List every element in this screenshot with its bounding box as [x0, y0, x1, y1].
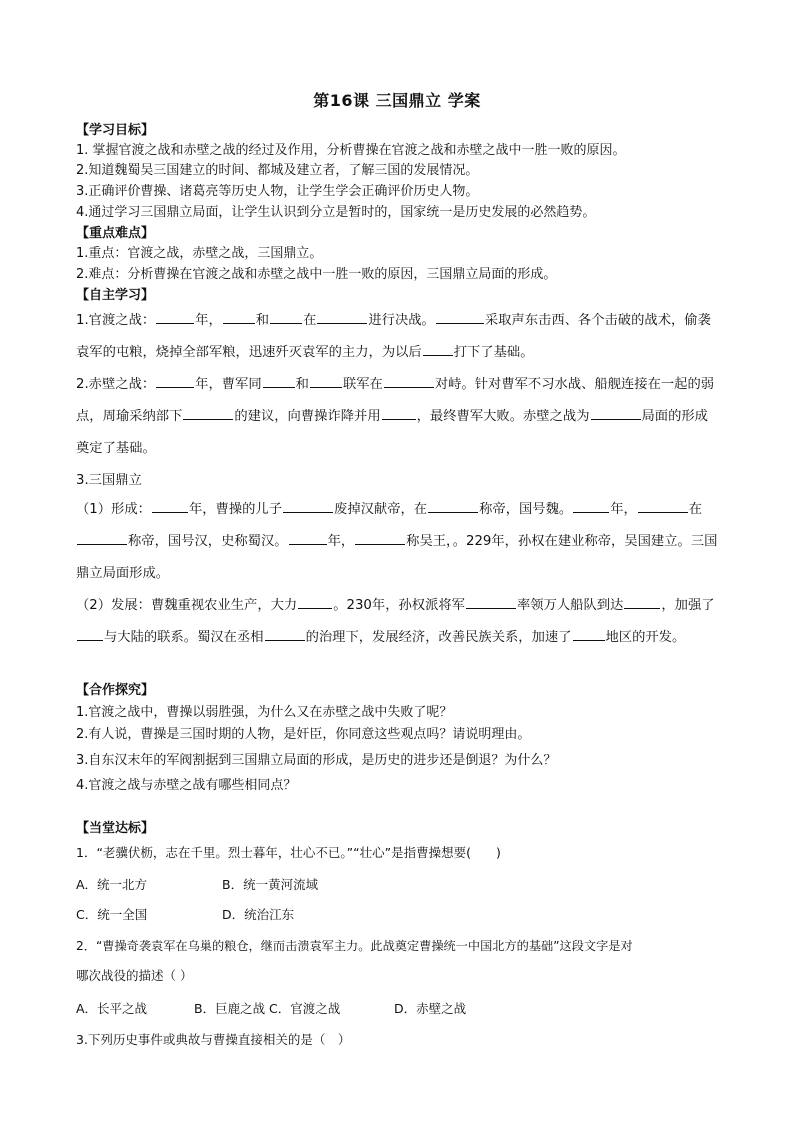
- explore-item: 2.有人说，曹操是三国时期的人物，是奸臣，你同意这些观点吗？请说明理由。: [76, 727, 531, 742]
- fill-blank[interactable]: [382, 405, 416, 420]
- q1-option-c[interactable]: C．统一全国: [76, 907, 148, 922]
- fill-blank[interactable]: [265, 626, 305, 641]
- self-study-paragraph-2: [76, 369, 720, 465]
- text-segment: ，最终曹军大败。赤壁之战为: [416, 409, 590, 424]
- fill-blank[interactable]: [156, 373, 194, 388]
- text-segment: （1）形成：: [76, 502, 151, 517]
- formation-paragraph: [76, 494, 720, 590]
- text-segment: 与大陆的联系。蜀汉在丞相: [104, 630, 264, 645]
- explore-item: 3.自东汉末年的军阀割据到三国鼎立局面的形成，是历史的进步还是倒退？为什么？: [76, 753, 557, 768]
- text-segment: 率领万人船队到达: [516, 598, 624, 613]
- text-segment: 打下了基础。: [453, 345, 534, 360]
- text-segment: 年，: [610, 502, 637, 517]
- fill-blank[interactable]: [638, 498, 688, 513]
- explore-heading: 【合作探究】: [76, 683, 155, 698]
- fill-blank[interactable]: [152, 498, 188, 513]
- objective-item: 1. 掌握官渡之战和赤壁之战的经过及作用，分析曹操在官渡之战和赤壁之战中一胜一败的原因。: [76, 143, 626, 158]
- objectives-heading: 【学习目标】: [76, 123, 155, 138]
- q1-option-d[interactable]: D．统治江东: [222, 907, 295, 922]
- question-3: 3.下列历史事件或典故与曹操直接相关的是（ ）: [76, 1032, 351, 1047]
- text-segment: 称帝，国号汉，史称蜀汉。: [128, 534, 288, 549]
- key-point-item: 1.重点：官渡之战，赤壁之战，三国鼎立。: [76, 246, 323, 261]
- fill-blank[interactable]: [573, 498, 609, 513]
- q1-option-a[interactable]: A．统一北方: [76, 877, 148, 892]
- fill-blank[interactable]: [436, 309, 484, 324]
- text-segment: 废掉汉献帝，在: [334, 502, 428, 517]
- q1-option-b[interactable]: B．统一黄河流域: [222, 877, 319, 892]
- fill-blank[interactable]: [466, 594, 516, 609]
- text-segment: 在: [303, 313, 317, 328]
- text-segment: （2）发展：曹魏重视农业生产，大力: [76, 598, 298, 613]
- text-segment: 年，曹操的儿子: [188, 502, 283, 517]
- fill-blank[interactable]: [310, 373, 342, 388]
- fill-blank[interactable]: [317, 309, 367, 324]
- question-2: 2．“曹操奇袭袁军在乌巢的粮仓，继而击溃袁军主力。此战奠定曹操统一中国北方的基础”这段文字是对: [76, 939, 633, 953]
- objective-item: 2.知道魏蜀吴三国建立的时间、都城及建立者，了解三国的发展情况。: [76, 163, 479, 178]
- page-title: 第16课 三国鼎立 学案: [313, 91, 481, 110]
- text-segment: 。230年，孙权派将军: [333, 598, 465, 613]
- fill-blank[interactable]: [77, 626, 103, 641]
- text-segment: 对峙。针对曹军不习水战、船舰连接在一起的弱点，周瑜采纳部下: [76, 377, 715, 424]
- fill-blank[interactable]: [384, 373, 434, 388]
- fill-blank[interactable]: [355, 530, 405, 545]
- text-segment: 和: [295, 377, 309, 392]
- self-study-heading: 【自主学习】: [76, 288, 155, 303]
- explore-item: 4.官渡之战与赤壁之战有哪些相同点？: [76, 778, 297, 793]
- q2-option-a[interactable]: A．长平之战: [76, 1001, 148, 1016]
- key-point-item: 2.难点：分析曹操在官渡之战和赤壁之战中一胜一败的原因，三国鼎立局面的形成。: [76, 267, 557, 282]
- fill-blank[interactable]: [624, 594, 660, 609]
- text-segment: 地区的开发。: [605, 630, 686, 645]
- fill-blank[interactable]: [183, 405, 233, 420]
- fill-blank[interactable]: [263, 373, 295, 388]
- question-1: 1．“老骥伏枥，志在千里。烈士暮年，壮心不已。”“壮心”是指曹操想要( ): [76, 845, 501, 860]
- q2-option-b-c[interactable]: B．巨鹿之战 C．官渡之战: [194, 1001, 341, 1016]
- three-kingdoms-heading: 3.三国鼎立: [76, 473, 142, 488]
- text-segment: 的治理下，发展经济，改善民族关系，加速了: [305, 630, 572, 645]
- text-segment: 进行决战。: [368, 313, 435, 328]
- practice-heading: 【当堂达标】: [76, 821, 155, 836]
- fill-blank[interactable]: [289, 530, 327, 545]
- text-segment: 采取声东击西、各个击破的战术，偷袭袁军的屯粮，烧掉全部军粮，迅速歼灭袁军的主力，为以后: [76, 313, 711, 360]
- fill-blank[interactable]: [270, 309, 302, 324]
- text-segment: 联军在: [342, 377, 383, 392]
- fill-blank[interactable]: [423, 341, 453, 356]
- text-segment: 在: [688, 502, 703, 517]
- text-segment: ，加强了: [661, 598, 715, 613]
- development-paragraph: [76, 590, 720, 654]
- objective-item: 4.通过学习三国鼎立局面，让学生认识到分立是暂时的，国家统一是历史发展的必然趋势。: [76, 205, 596, 220]
- fill-blank[interactable]: [573, 626, 605, 641]
- text-segment: 称吴王，。229年，孙权在建业称帝，吴国建立。三国鼎立局面形成。: [76, 534, 718, 581]
- fill-blank[interactable]: [223, 309, 255, 324]
- text-segment: 和: [255, 313, 270, 328]
- question-2-continued: 哪次战役的描述（ ）: [76, 968, 193, 983]
- self-study-paragraph-1: [76, 305, 720, 369]
- fill-blank[interactable]: [591, 405, 641, 420]
- text-segment: 局面的形成奠定了基础。: [76, 409, 708, 456]
- fill-blank[interactable]: [156, 309, 194, 324]
- fill-blank[interactable]: [298, 594, 332, 609]
- objective-item: 3.正确评价曹操、诸葛亮等历史人物，让学生学会正确评价历史人物。: [76, 184, 479, 199]
- text-segment: 年，: [195, 313, 222, 328]
- text-segment: 年，曹军同: [195, 377, 262, 392]
- text-segment: 1.官渡之战：: [76, 313, 156, 328]
- explore-item: 1.官渡之战中，曹操以弱胜强，为什么又在赤壁之战中失败了呢？: [76, 705, 453, 720]
- text-segment: 的建议，向曹操诈降并用: [234, 409, 381, 424]
- fill-blank[interactable]: [428, 498, 478, 513]
- text-segment: 2.赤壁之战：: [76, 377, 156, 392]
- text-segment: 称帝，国号魏。: [479, 502, 573, 517]
- fill-blank[interactable]: [77, 530, 127, 545]
- text-segment: 年，: [327, 534, 355, 549]
- q2-option-d[interactable]: D．赤壁之战: [394, 1001, 467, 1016]
- fill-blank[interactable]: [283, 498, 333, 513]
- key-points-heading: 【重点难点】: [76, 226, 155, 241]
